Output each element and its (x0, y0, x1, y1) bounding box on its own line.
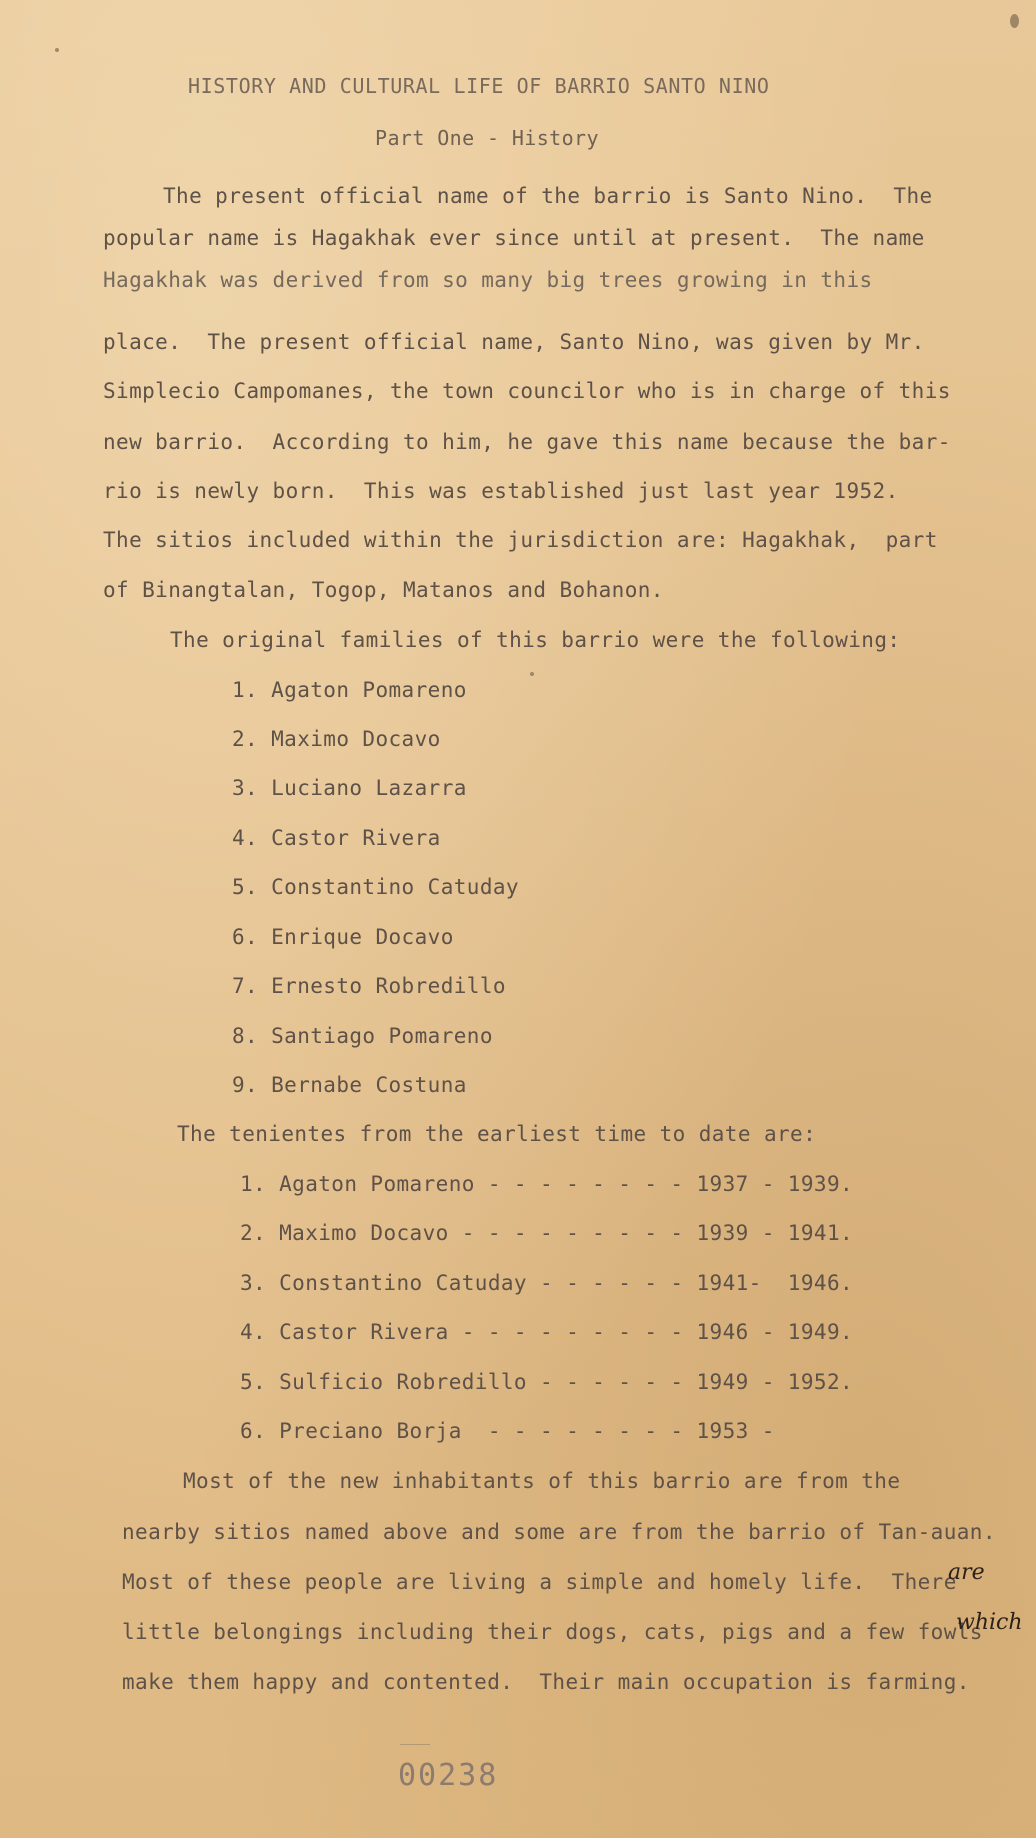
family-list-item: 3. Luciano Lazarra (232, 776, 467, 800)
paragraph-2-line: nearby sitios named above and some are from the barrio of Tan-auan. (122, 1520, 996, 1544)
paragraph-1-line: new barrio. According to him, he gave this name because the bar- (103, 430, 951, 454)
paragraph-1-line: place. The present official name, Santo Nino, was given by Mr. (103, 330, 925, 354)
paragraph-1-line: The sitios included within the jurisdiction are: Hagakhak, part (103, 528, 938, 552)
handwritten-insertion: which (956, 1610, 1023, 1635)
teniente-list-item: 3. Constantino Catuday - - - - - - 1941- 1946. (240, 1271, 854, 1295)
paragraph-2-line: little belongings including their dogs, cats, pigs and a few fowls (122, 1620, 983, 1644)
paragraph-1-line: rio is newly born. This was established just last year 1952. (103, 479, 899, 503)
teniente-list-item: 6. Preciano Borja - - - - - - - - 1953 - (240, 1419, 775, 1443)
paragraph-1-line: The present official name of the barrio is Santo Nino. The (163, 184, 933, 208)
handwritten-insertion: are (948, 1560, 985, 1585)
family-list-item: 8. Santiago Pomareno (232, 1024, 493, 1048)
teniente-list-item: 1. Agaton Pomareno - - - - - - - - 1937 - 1939. (240, 1172, 854, 1196)
teniente-list-item: 4. Castor Rivera - - - - - - - - - 1946 - 1949. (240, 1320, 854, 1344)
teniente-list-item: 5. Sulficio Robredillo - - - - - - 1949 - 1952. (240, 1370, 854, 1394)
paragraph-1-line: Simplecio Campomanes, the town councilor who is in charge of this (103, 379, 951, 403)
paper-speck (530, 672, 534, 676)
family-list-item: 7. Ernesto Robredillo (232, 974, 506, 998)
family-list-item: 4. Castor Rivera (232, 826, 441, 850)
document-subtitle: Part One - History (375, 126, 599, 150)
paragraph-2-line: Most of the new inhabitants of this barrio are from the (183, 1469, 901, 1493)
page-mark (400, 1744, 430, 1745)
page-number-stamp: 00238 (398, 1758, 499, 1793)
paper-speck (55, 48, 59, 52)
paragraph-1-line: popular name is Hagakhak ever since until at present. The name (103, 226, 925, 250)
paragraph-2-line: make them happy and contented. Their main occupation is farming. (122, 1670, 970, 1694)
document-title: HISTORY AND CULTURAL LIFE OF BARRIO SANTO NINO (188, 74, 770, 98)
family-list-item: 9. Bernabe Costuna (232, 1073, 467, 1097)
tenientes-intro: The tenientes from the earliest time to date are: (177, 1122, 817, 1146)
teniente-list-item: 2. Maximo Docavo - - - - - - - - - 1939 - 1941. (240, 1221, 854, 1245)
paper-speck (1010, 14, 1019, 28)
families-intro: The original families of this barrio were the following: (170, 628, 901, 652)
paragraph-2-line: Most of these people are living a simple and homely life. There (122, 1570, 957, 1594)
paragraph-1-line: Hagakhak was derived from so many big trees growing in this (103, 268, 873, 292)
family-list-item: 5. Constantino Catuday (232, 875, 519, 899)
family-list-item: 1. Agaton Pomareno (232, 678, 467, 702)
paragraph-1-line: of Binangtalan, Togop, Matanos and Bohanon. (103, 578, 664, 602)
family-list-item: 2. Maximo Docavo (232, 727, 441, 751)
family-list-item: 6. Enrique Docavo (232, 925, 454, 949)
